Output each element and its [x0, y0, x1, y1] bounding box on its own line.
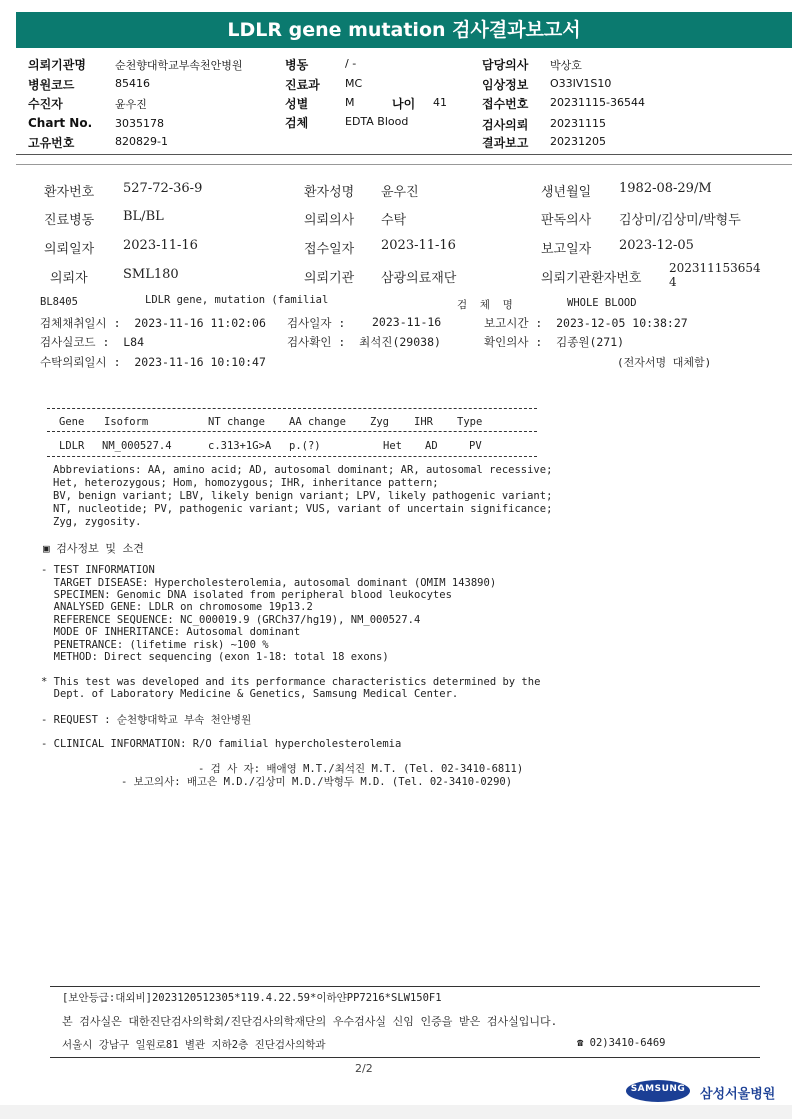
header-label: Chart No.	[28, 116, 93, 130]
age-label: 나이	[392, 97, 416, 111]
header-divider	[16, 154, 792, 155]
agency-patient-no: 202311153654	[669, 261, 761, 275]
table-cell-gene: LDLR	[59, 440, 85, 452]
header-value: 순천향대학교부속천안병원	[115, 59, 243, 72]
header-value: 20231115	[550, 117, 606, 130]
specimen-label: 검 체 명	[457, 299, 513, 311]
header-label: 검체	[285, 116, 309, 130]
header-label: 의뢰기관명	[28, 58, 86, 72]
header-value: 85416	[115, 77, 150, 90]
confirm-doctor: 확인의사 : 김종원(271)	[484, 335, 625, 349]
collection-time: 검체채취일시 : 2023-11-16 11:02:06	[40, 316, 266, 330]
requester: SML180	[123, 267, 179, 282]
table-cell-type: PV	[469, 440, 482, 452]
patient-name: 윤우진	[381, 185, 419, 200]
header-label: 결과보고	[482, 136, 529, 150]
title-bar	[16, 12, 792, 48]
consign-time: 수탁의뢰일시 : 2023-11-16 10:10:47	[40, 355, 266, 369]
ward: BL/BL	[123, 209, 164, 224]
footer-rule	[50, 1057, 760, 1058]
request-date: 2023-11-16	[123, 238, 198, 253]
table-header-zyg: Zyg	[370, 416, 389, 428]
ward-label: 진료병동	[44, 213, 95, 228]
header-value: 박상호	[550, 59, 582, 72]
reporter-signature: - 보고의사: 배고은 M.D./김상미 M.D./박형두 M.D. (Tel. 02-3410-0290)	[121, 776, 513, 788]
abbrev-line: Abbreviations: AA, amino acid; AD, autosomal dominant; AR, autosomal recessive;	[53, 464, 553, 476]
header-value: O33IV1S10	[550, 77, 612, 90]
reader-label: 판독의사	[541, 213, 592, 228]
table-header-gene: Gene	[59, 416, 85, 428]
requester-label: 의뢰자	[50, 271, 88, 286]
table-cell-nt: c.313+1G>A	[208, 440, 272, 452]
header-label: 진료과	[285, 78, 320, 92]
report-date: 2023-12-05	[619, 238, 694, 253]
request-date-label: 의뢰일자	[44, 242, 95, 257]
table-cell-aa: p.(?)	[289, 440, 321, 452]
age-value: 41	[433, 96, 447, 109]
header-divider	[16, 164, 792, 165]
esign-note: (전자서명 대체함)	[617, 356, 712, 369]
header-value: EDTA Blood	[345, 115, 409, 128]
header-label: 고유번호	[28, 136, 75, 150]
tester-signature: - 검 사 자: 배애영 M.T./최석진 M.T. (Tel. 02-3410-6811)	[198, 763, 524, 775]
header-label: 임상정보	[482, 78, 529, 92]
table-header-nt: NT change	[208, 416, 265, 428]
test-date-label: 검사일자 :	[287, 316, 346, 330]
request-line: - REQUEST : 순천향대학교 부속 천안병원	[41, 714, 252, 726]
abbrev-line: Zyg, zygosity.	[53, 516, 142, 528]
header-label: 병동	[285, 58, 309, 72]
header-value: 20231205	[550, 135, 606, 148]
header-value: 3035178	[115, 117, 164, 130]
birth: 1982-08-29/M	[619, 181, 712, 196]
reader: 김상미/김상미/박형두	[619, 213, 741, 228]
specimen: WHOLE BLOOD	[567, 297, 637, 309]
abbrev-line: BV, benign variant; LBV, likely benign variant; LPV, likely pathogenic variant;	[53, 490, 553, 502]
receipt-date-label: 접수일자	[304, 242, 355, 257]
patient-no: 527-72-36-9	[123, 181, 203, 196]
patient-no-label: 환자번호	[44, 185, 95, 200]
header-value: M	[345, 96, 355, 109]
phone-line: ☎ 02)3410-6469	[577, 1037, 666, 1049]
info-line: - TEST INFORMATION	[41, 564, 155, 576]
info-line: METHOD: Direct sequencing (exon 1-18: total 18 exons)	[41, 651, 389, 663]
address-line: 서울시 강남구 일원로81 별관 지하2층 진단검사의학과	[62, 1039, 326, 1051]
table-header-type: Type	[457, 416, 483, 428]
table-header-ihr: IHR	[414, 416, 433, 428]
header-label: 접수번호	[482, 97, 529, 111]
agency-patient-label: 의뢰기관환자번호	[541, 271, 642, 286]
header-label: 검사의뢰	[482, 118, 529, 132]
doctor-label: 의뢰의사	[304, 213, 355, 228]
info-line: REFERENCE SEQUENCE: NC_000019.9 (GRCh37/hg19), NM_000527.4	[41, 614, 421, 626]
abbrev-line: Het, heterozygous; Hom, homozygous; IHR, inheritance pattern;	[53, 477, 439, 489]
header-value: MC	[345, 77, 363, 90]
hospital-name: 삼성서울병원	[700, 1087, 776, 1102]
lab-code: 검사실코드 : L84	[40, 335, 145, 349]
info-line: TARGET DISEASE: Hypercholesterolemia, autosomal dominant (OMIM 143890)	[41, 577, 497, 589]
table-header-aa: AA change	[289, 416, 346, 428]
agency-patient-no-cont: 4	[669, 275, 677, 289]
header-label: 병원코드	[28, 78, 75, 92]
info-line: MODE OF INHERITANCE: Autosomal dominant	[41, 626, 301, 638]
header-value: 윤우진	[115, 98, 147, 111]
table-cell-ihr: AD	[425, 440, 438, 452]
table-header-isoform: Isoform	[104, 416, 149, 428]
info-line: PENETRANCE: (lifetime risk) ~100 %	[41, 639, 269, 651]
samsung-wordmark: SAMSUNG	[630, 1084, 686, 1094]
table-cell-isoform: NM_000527.4	[102, 440, 172, 452]
note-line: Dept. of Laboratory Medicine & Genetics, Samsung Medical Center.	[41, 688, 459, 700]
header-label: 성별	[285, 97, 309, 111]
table-cell-zyg: Het	[383, 440, 402, 452]
header-value: 20231115-36544	[550, 96, 645, 109]
report-title: LDLR gene mutation 검사결과보고서	[227, 19, 581, 41]
abbrev-line: NT, nucleotide; PV, pathogenic variant; VUS, variant of uncertain significance;	[53, 503, 553, 515]
birth-label: 생년월일	[541, 185, 592, 200]
section-title: ▣ 검사정보 및 소견	[43, 542, 144, 555]
agency: 삼광의료재단	[381, 271, 457, 286]
note-line: * This test was developed and its performance characteristics determined by the	[41, 676, 541, 688]
cert-line: 본 검사실은 대한진단검사의학회/진단검사의학재단의 우수검사실 신임 인증을 받은 검사실입니다.	[62, 1015, 558, 1028]
security-line: [보안등급:대외비]2023120512305*119.4.22.59*이하얀PP7216*SLW150F1	[62, 992, 442, 1004]
report-time: 보고시간 : 2023-12-05 10:38:27	[484, 316, 688, 330]
receipt-date: 2023-11-16	[381, 238, 456, 253]
test-code: BL8405	[40, 296, 78, 308]
test-confirm: 검사확인 : 최석진(29038)	[287, 335, 441, 349]
clinical-line: - CLINICAL INFORMATION: R/O familial hypercholesterolemia	[41, 738, 402, 750]
doctor: 수탁	[381, 213, 407, 228]
info-line: ANALYSED GENE: LDLR on chromosome 19p13.2	[41, 601, 313, 613]
samsung-logo	[625, 1078, 691, 1104]
footer-rule	[50, 986, 760, 987]
page-number: 2/2	[355, 1062, 373, 1075]
header-label: 담당의사	[482, 58, 529, 72]
test-name: LDLR gene, mutation (familial	[145, 294, 329, 306]
agency-label: 의뢰기관	[304, 271, 355, 286]
table-rule	[47, 408, 537, 409]
test-date: 2023-11-16	[372, 315, 442, 329]
header-value: / -	[345, 57, 357, 70]
table-rule	[47, 431, 537, 432]
info-line: SPECIMEN: Genomic DNA isolated from peripheral blood leukocytes	[41, 589, 452, 601]
report-date-label: 보고일자	[541, 242, 592, 257]
header-value: 820829-1	[115, 135, 168, 148]
header-label: 수진자	[28, 97, 63, 111]
table-rule	[47, 456, 537, 457]
patient-name-label: 환자성명	[304, 185, 355, 200]
